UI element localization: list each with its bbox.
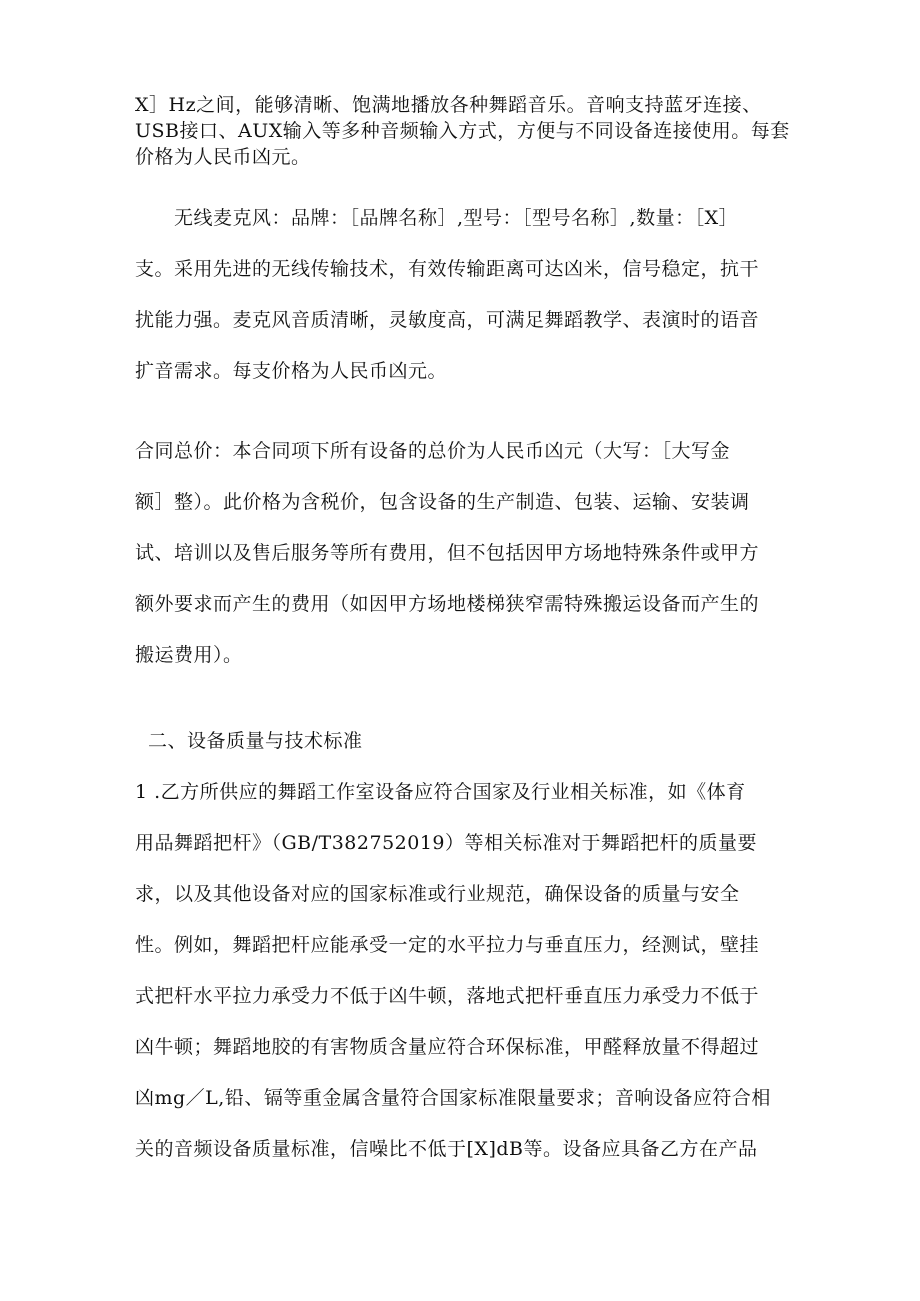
text-line: 求，以及其他设备对应的国家标准或行业规范，确保设备的质量与安全 (135, 883, 740, 905)
text-line: 价格为人民币凶元。 (135, 146, 311, 168)
text-line: 额］整）。此价格为含税价，包含设备的生产制造、包装、运输、安装调 (135, 491, 750, 513)
paragraph-contract-total (135, 426, 775, 681)
text-line: 搬运费用）。 (135, 644, 243, 666)
text-line: 支。采用先进的无线传输技术，有效传输距离可达凶米，信号稳定，抗干 (135, 258, 760, 280)
text-line: 凶牛顿；舞蹈地胶的有害物质含量应符合环保标准，甲醛释放量不得超过 (135, 1036, 760, 1058)
text-line: 扩音需求。每支价格为人民币凶元。 (135, 360, 448, 382)
paragraph-wireless-microphone (135, 193, 775, 397)
text-line: 式把杆水平拉力承受力不低于凶牛顿，落地式把杆垂直压力承受力不低于 (135, 985, 760, 1007)
text-line: USB接口、AUX输入等多种音频输入方式，方便与不同设备连接使用。每套 (135, 120, 790, 142)
text-line: 用品舞蹈把杆》（GB/T382752019）等相关标准对于舞蹈把杆的质量要 (135, 832, 758, 854)
text-line: 凶mg／L,铅、镉等重金属含量符合国家标准限量要求；音响设备应符合相 (135, 1087, 771, 1109)
text-line: 无线麦克风：品牌：［品牌名称］,型号：［型号名称］,数量：［X］ (135, 207, 739, 229)
text-line: 试、培训以及售后服务等所有费用，但不包括因甲方场地特殊条件或甲方 (135, 542, 760, 564)
section-heading: 二、设备质量与技术标准 (148, 730, 363, 752)
text-line: 合同总价：本合同项下所有设备的总价为人民币凶元（大写：［大写金 (135, 440, 731, 462)
paragraph-quality-standards (135, 767, 775, 1175)
text-line: X］Hz之间，能够清晰、饱满地播放各种舞蹈音乐。音响支持蓝牙连接、 (135, 94, 762, 116)
text-line: 1 .乙方所供应的舞蹈工作室设备应符合国家及行业相关标准，如《体育 (135, 781, 746, 803)
text-line: 性。例如，舞蹈把杆应能承受一定的水平拉力与垂直压力，经测试，壁挂 (135, 934, 760, 956)
paragraph-speaker-specs (135, 92, 790, 170)
text-line: 扰能力强。麦克风音质清晰，灵敏度高，可满足舞蹈教学、表演时的语音 (135, 309, 760, 331)
text-line: 额外要求而产生的费用（如因甲方场地楼梯狭窄需特殊搬运设备而产生的 (135, 593, 760, 615)
text-line: 关的音频设备质量标准，信噪比不低于[X]dB等。设备应具备乙方在产品 (135, 1138, 758, 1160)
